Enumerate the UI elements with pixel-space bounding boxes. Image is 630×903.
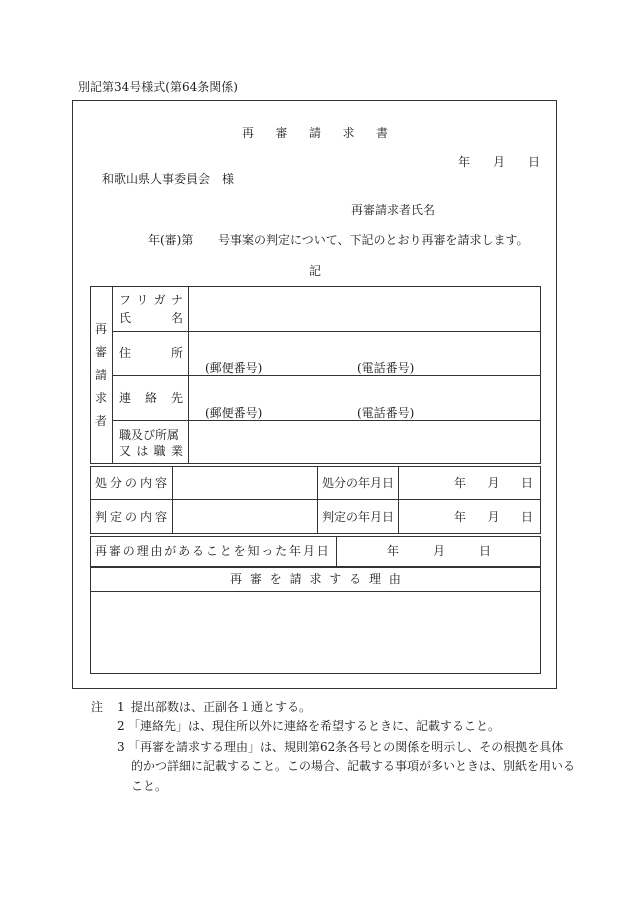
disposition-date-field[interactable]: 年 月 日 bbox=[454, 476, 533, 490]
label-char: 請 bbox=[94, 368, 107, 382]
notes-label: 注 bbox=[91, 700, 104, 714]
address-phone-label: (電話番号) bbox=[357, 361, 415, 375]
label-char: 審 bbox=[94, 345, 107, 359]
requester-vertical-label bbox=[93, 322, 109, 428]
ki-marker: 記 bbox=[309, 264, 322, 278]
date-month: 月 bbox=[492, 155, 505, 169]
occupation-field[interactable] bbox=[189, 421, 540, 464]
requester-name-label: 再審請求者氏名 bbox=[351, 203, 436, 217]
note-text: 提出部数は、正副各１通とする。 bbox=[131, 700, 312, 714]
contact-label: 連 絡 先 bbox=[119, 391, 183, 405]
title-char: 書 bbox=[375, 126, 388, 140]
title-char: 審 bbox=[275, 126, 288, 140]
note-text: こと。 bbox=[131, 779, 168, 793]
submission-date[interactable] bbox=[458, 155, 540, 169]
label-char: 者 bbox=[94, 414, 107, 428]
judgment-content-field[interactable] bbox=[173, 500, 317, 533]
reason-header: 再 審 を 請 求 す る 理 由 bbox=[230, 572, 401, 586]
occupation-label-line2: 又 は 職 業 bbox=[119, 444, 183, 458]
case-number-prefix: 年(審)第 bbox=[148, 233, 194, 247]
note-text: 的かつ詳細に記載すること。この場合、記載する事項が多いときは、別紙を用いる bbox=[131, 759, 576, 773]
addressee: 和歌山県人事委員会 様 bbox=[102, 172, 235, 186]
known-date-label: 再 審 の 理 由 が あ る こ と を 知 っ た 年 月 日 bbox=[95, 544, 329, 558]
address-label: 住 所 bbox=[119, 346, 183, 360]
reason-field[interactable] bbox=[91, 592, 540, 673]
note-text: 「連絡先」は、現住所以外に連絡を希望するときに、記載すること。 bbox=[128, 719, 501, 733]
furigana-label: フ リ ガ ナ bbox=[119, 293, 183, 307]
case-sentence: 号事案の判定について、下記のとおり再審を請求します。 bbox=[218, 233, 529, 247]
address-postal-label: (郵便番号) bbox=[205, 361, 263, 375]
note-number: 2 bbox=[117, 719, 125, 733]
judgment-content-label: 判 定 の 内 容 bbox=[95, 510, 167, 524]
disposition-date-label: 処分の年月日 bbox=[322, 476, 395, 490]
title-char: 再 bbox=[242, 126, 255, 140]
form-title bbox=[242, 126, 388, 140]
name-label: 氏 名 bbox=[119, 311, 183, 325]
note-text: 「再審を請求する理由」は、規則第62条各号との関係を明示し、その根拠を具体 bbox=[128, 740, 564, 754]
occupation-label-line1: 職及び所属 bbox=[119, 428, 180, 442]
disposition-content-field[interactable] bbox=[173, 467, 317, 499]
contact-phone-label: (電話番号) bbox=[357, 406, 415, 420]
known-date-field[interactable]: 年 月 日 bbox=[387, 544, 491, 558]
label-char: 求 bbox=[94, 391, 107, 405]
date-year: 年 bbox=[458, 155, 471, 169]
note-number: 3 bbox=[117, 740, 125, 754]
contact-postal-label: (郵便番号) bbox=[205, 406, 263, 420]
form-reference: 別記第34号様式(第64条関係) bbox=[78, 80, 238, 94]
judgment-date-label: 判定の年月日 bbox=[322, 510, 395, 524]
title-char: 請 bbox=[308, 126, 321, 140]
date-day: 日 bbox=[527, 155, 540, 169]
title-char: 求 bbox=[342, 126, 355, 140]
note-number: 1 bbox=[117, 700, 125, 714]
judgment-date-field[interactable]: 年 月 日 bbox=[454, 510, 533, 524]
disposition-content-label: 処 分 の 内 容 bbox=[95, 476, 167, 490]
name-field[interactable] bbox=[189, 287, 540, 331]
label-char: 再 bbox=[94, 322, 107, 336]
